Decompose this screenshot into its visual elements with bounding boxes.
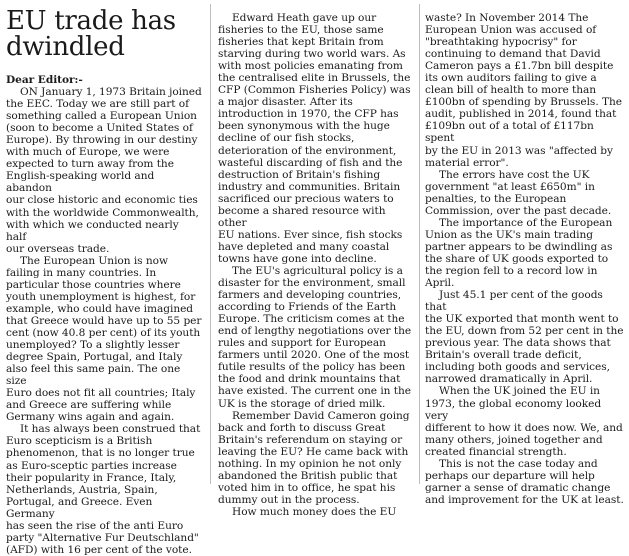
text-line: and improvement for the UK at least.: [425, 493, 624, 506]
text-line: a major disaster. After its: [218, 96, 353, 109]
text-line: and Greece are suffering while: [6, 399, 172, 412]
text-line: cent (now 40.8 per cent) of its youth: [6, 326, 201, 339]
text-line: different to how it does now. We, and: [425, 421, 623, 434]
text-line: audit, published in 2014, found that: [425, 108, 617, 121]
text-line: party "Alternative Fur Deutschland": [6, 531, 199, 544]
text-line: Europe. The criticism comes at the: [218, 313, 405, 326]
paragraph: [218, 506, 414, 518]
text-line: The EU's agricultural policy is a: [232, 264, 403, 277]
text-line: the region fell to a record low in: [425, 264, 598, 277]
text-line: expected to turn away from the: [6, 158, 174, 171]
text-line: end of lengthy negotiations over the: [218, 325, 412, 338]
text-line: abandoned the British public that: [218, 469, 398, 482]
column-divider: [210, 4, 211, 484]
text-line: particular those countries where: [6, 278, 181, 291]
text-line: Remember David Cameron going: [232, 409, 410, 422]
text-line: the food and drink mountains that: [218, 373, 401, 386]
text-line: rules and support for European: [218, 337, 386, 350]
text-line: their popularity in France, Italy,: [6, 471, 177, 484]
text-line: with which we conducted nearly half: [6, 218, 179, 243]
text-line: penalties, to the European: [425, 192, 567, 205]
text-line: disaster for the environment, small: [218, 277, 406, 290]
column-1-body: [6, 86, 202, 556]
text-line: failing in many countries. In: [6, 266, 157, 279]
text-line: government "at least £650m" in: [425, 180, 595, 193]
text-line: The European Union is now: [20, 254, 168, 267]
text-line: with the worldwide Commonwealth,: [6, 206, 199, 219]
paragraph: [218, 265, 414, 410]
text-line: Just 45.1 per cent of the goods that: [425, 289, 603, 314]
text-line: material error".: [425, 156, 509, 169]
text-line: created financial strength.: [425, 445, 567, 458]
text-line: farmers until 2020. One of the most: [218, 349, 410, 362]
column-2-body: [218, 12, 414, 518]
text-line: introduction in 1970, the CFP has: [218, 108, 399, 121]
text-line: Britain's overall trade deficit,: [425, 349, 582, 362]
text-line: When the UK joined the EU in: [439, 385, 600, 398]
text-line: £109bn out of a total of £117bn spent: [425, 120, 594, 145]
text-line: also feel this same pain. The one size: [6, 363, 181, 388]
text-line: Cameron pays a £1.7bn bill despite: [425, 60, 614, 73]
paragraph: [425, 289, 625, 385]
text-line: UK is the storage of dried milk.: [218, 397, 386, 410]
text-line: as Euro-sceptic parties increase: [6, 459, 177, 472]
text-line: the EEC. Today we are still part of: [6, 98, 189, 111]
text-line: (AFD) with 16 per cent of the vote.: [6, 543, 192, 556]
text-line: that Greece would have up to 55 per: [6, 314, 202, 327]
text-line: clean bill of health to more than: [425, 84, 597, 97]
text-line: nothing. In my opinion he not only: [218, 457, 402, 470]
text-line: the EU, down from 52 per cent in the: [425, 325, 624, 338]
text-line: Portugal, and Greece. Even Germany: [6, 495, 153, 520]
text-line: European Union was accused of: [425, 24, 597, 37]
text-line: Netherlands, Austria, Spain,: [6, 483, 158, 496]
text-line: Euro scepticism is a British: [6, 435, 153, 448]
column-1: [6, 0, 202, 556]
paragraph: [425, 217, 625, 289]
text-line: dummy out in the process.: [218, 493, 360, 506]
column-divider: [419, 4, 420, 484]
text-line: leaving the EU? He came back with: [218, 445, 409, 458]
text-line: This is not the case today and: [439, 457, 598, 470]
text-line: with much of Europe, we were: [6, 146, 170, 159]
text-line: have depleted and many coastal: [218, 240, 390, 253]
text-line: with most policies emanating from: [218, 60, 403, 73]
text-line: many others, joined together and: [425, 433, 603, 446]
text-line: become a shared resource with other: [218, 204, 386, 229]
text-line: partner appears to be dwindling as: [425, 240, 613, 253]
paragraph: [425, 458, 625, 506]
column-3: [425, 12, 625, 506]
text-line: starving during two world wars. As: [218, 48, 406, 61]
text-line: ON January 1, 1973 Britain joined: [20, 86, 202, 99]
text-line: £100bn of spending by Brussels. The: [425, 96, 622, 109]
text-line: (soon to become a United States of: [6, 122, 193, 135]
text-line: 1973, the global economy looked very: [425, 397, 602, 422]
text-line: continuing to demand that David: [425, 48, 601, 61]
text-line: example, who could have imagined: [6, 302, 194, 315]
text-line: fisheries to the EU, those same: [218, 24, 384, 37]
headline-line: dwindled: [6, 32, 125, 62]
text-line: futile results of the policy has been: [218, 361, 406, 374]
text-line: by the EU in 2013 was "affected by: [425, 144, 613, 157]
text-line: EU nations. Ever since, fish stocks: [218, 228, 403, 241]
salutation: Dear Editor:-: [6, 74, 83, 86]
text-line: has seen the rise of the anti Euro: [6, 519, 184, 532]
text-line: The importance of the European: [439, 216, 613, 229]
text-line: the UK exported that month went to: [425, 313, 619, 326]
text-line: including both goods and services,: [425, 361, 610, 374]
text-line: our overseas trade.: [6, 242, 110, 255]
text-line: garner a sense of dramatic change: [425, 481, 611, 494]
text-line: our close historic and economic ties: [6, 194, 198, 207]
text-line: Britain's referendum on staying or: [218, 433, 403, 446]
text-line: The errors have cost the UK: [439, 168, 590, 181]
text-line: have existed. The current one in the: [218, 385, 411, 398]
headline-line: EU trade has: [6, 6, 176, 36]
text-line: April.: [425, 277, 455, 290]
text-line: been synonymous with the huge: [218, 120, 390, 133]
text-line: Commission, over the past decade.: [425, 204, 612, 217]
text-line: perhaps our departure will help: [425, 469, 595, 482]
text-line: its own auditors failing to give a: [425, 72, 597, 85]
text-line: Germany wins again and again.: [6, 411, 175, 424]
column-2: [218, 12, 414, 518]
text-line: Euro does not fit all countries; Italy: [6, 387, 196, 400]
text-line: the share of UK goods exported to: [425, 252, 609, 265]
paragraph: [425, 385, 625, 457]
paragraph: [6, 86, 202, 255]
text-line: English-speaking world and abandon: [6, 170, 155, 195]
text-line: voted him in to office, he spat his: [218, 481, 396, 494]
text-line: waste? In November 2014 The: [425, 12, 589, 24]
text-line: industry and communities. Britain: [218, 180, 401, 193]
text-line: CFP (Common Fisheries Policy) was: [218, 84, 411, 97]
text-line: something called a European Union: [6, 110, 197, 123]
text-line: How much money does the EU: [232, 505, 397, 518]
text-line: towns have gone into decline.: [218, 252, 377, 265]
paragraph: [425, 169, 625, 217]
paragraph: [218, 410, 414, 506]
text-line: unemployed? To a slightly lesser: [6, 339, 180, 352]
text-line: back and forth to discuss Great: [218, 421, 386, 434]
paragraph: [218, 12, 414, 265]
text-line: narrowed dramatically in April.: [425, 373, 593, 386]
text-line: youth unemployment is highest, for: [6, 290, 196, 303]
text-line: fisheries that kept Britain from: [218, 36, 384, 49]
text-line: Union as the UK's main trading: [425, 228, 593, 241]
headline: [6, 0, 202, 60]
text-line: degree Spain, Portugal, and Italy: [6, 351, 183, 364]
text-line: Europe). By throwing in our destiny: [6, 134, 198, 147]
paragraph: [425, 12, 625, 169]
text-line: deterioration of the environment,: [218, 144, 397, 157]
text-line: decline of our fish stocks,: [218, 132, 355, 145]
text-line: Edward Heath gave up our: [232, 12, 377, 24]
text-line: destruction of Britain's fishing: [218, 168, 381, 181]
text-line: farmers and developing countries,: [218, 289, 402, 302]
paragraph: [6, 255, 202, 424]
text-line: sacrificed our precious waters to: [218, 192, 394, 205]
paragraph: [6, 423, 202, 556]
text-line: phenomenon, that is no longer true: [6, 447, 195, 460]
text-line: according to Friends of the Earth: [218, 301, 397, 314]
text-line: "breathtaking hypocrisy" for: [425, 36, 577, 49]
column-3-body: [425, 12, 625, 506]
text-line: previous year. The data shows that: [425, 337, 611, 350]
text-line: It has always been construed that: [20, 423, 201, 436]
text-line: wasteful discarding of fish and the: [218, 156, 403, 169]
text-line: the centralised elite in Brussels, the: [218, 72, 411, 85]
